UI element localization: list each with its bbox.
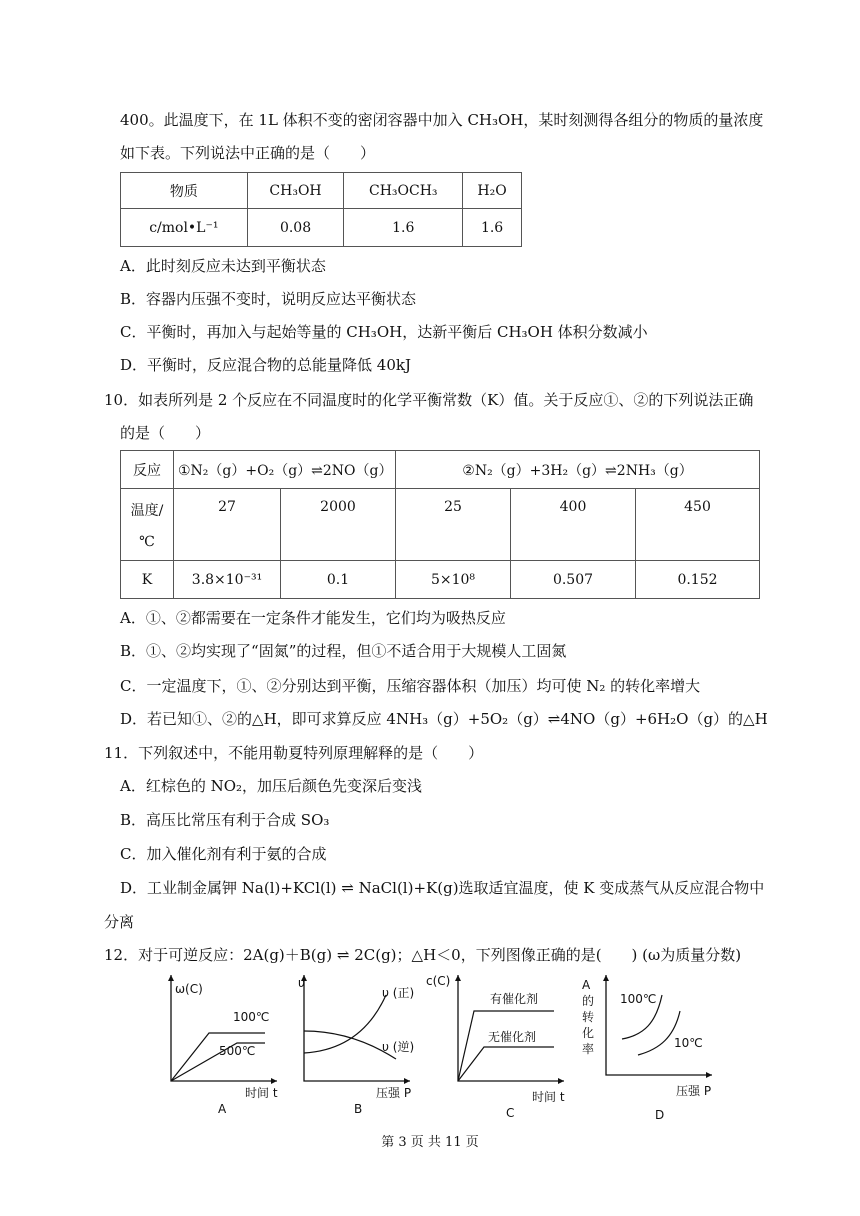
page-footer: 第 3 页 共 11 页	[381, 1135, 479, 1150]
graph-b	[298, 975, 418, 1099]
q9-option-b: B．容器内压强不变时，说明反应达平衡状态	[120, 290, 417, 308]
table-cell: 0.152	[636, 561, 760, 599]
q10-option-c: C．一定温度下，①、②分别达到平衡，压缩容器体积（加压）均可使 N₂ 的转化率增大	[120, 677, 701, 695]
graph-c-curve-label-1: 有催化剂	[490, 992, 539, 1006]
graph-a-xlabel: 时间 t	[245, 1086, 278, 1100]
q11-option-d-line-2: 分离	[104, 913, 135, 931]
q11-option-a: A．红棕色的 NO₂，加压后颜色先变深后变浅	[120, 777, 423, 795]
table-cell: 2000	[281, 489, 396, 561]
graph-c	[426, 974, 572, 1104]
graph-c-caption: C	[506, 1106, 515, 1120]
table-cell: 0.1	[281, 561, 396, 599]
graph-b-xlabel: 压强 P	[376, 1086, 412, 1100]
q9-option-c: C．平衡时，再加入与起始等量的 CH₃OH，达新平衡后 CH₃OH 体积分数减小	[120, 323, 648, 341]
graph-d-ylabel-5: 率	[582, 1042, 595, 1056]
table-cell: 450	[636, 489, 760, 561]
table-cell: c/mol•L⁻¹	[121, 209, 248, 247]
graph-a-curve-label-2: 500℃	[219, 1044, 256, 1058]
graph-d-ylabel-4: 化	[582, 1026, 595, 1040]
graph-d-xlabel: 压强 P	[676, 1084, 712, 1098]
temperature-label-line-1: 温度/	[130, 502, 164, 519]
q10-stem-line-2: 的是（ ）	[120, 424, 211, 442]
graph-d-ylabel-3: 转	[582, 1010, 595, 1024]
q11-option-d-line-1: D．工业制金属钾 Na(l)+KCl(l) ⇌ NaCl(l)+K(g)选取适宜温度，使 K 变成蒸气从反应混合物中	[120, 879, 765, 897]
graph-d-ylabel-2: 的	[582, 994, 595, 1008]
table-cell: 1.6	[344, 209, 463, 247]
q9-option-a: A．此时刻反应未达到平衡状态	[120, 257, 326, 275]
graph-b-caption: B	[354, 1102, 363, 1116]
table-cell: 25	[396, 489, 511, 561]
table-header-cell: H₂O	[463, 173, 522, 209]
graph-c-xlabel: 时间 t	[532, 1090, 565, 1104]
table-header-cell: 反应	[121, 451, 174, 489]
graph-b-curve-label-2: υ (逆)	[382, 1040, 415, 1054]
graph-b-ylabel: υ	[298, 976, 305, 990]
q11-option-c: C．加入催化剂有利于氨的合成	[120, 845, 327, 863]
q10-stem-line-1: 10．如表所列是 2 个反应在不同温度时的化学平衡常数（K）值。关于反应①、②的下列说法正确	[104, 391, 754, 409]
q10-option-a: A．①、②都需要在一定条件才能发生，它们均为吸热反应	[120, 609, 506, 627]
q11-option-b: B．高压比常压有利于合成 SO₃	[120, 811, 330, 829]
graph-b-curve-label-1: υ (正)	[382, 986, 415, 1000]
graph-d-caption: D	[655, 1108, 665, 1122]
concentration-table	[120, 172, 522, 247]
q10-option-b: B．①、②均实现了“固氮”的过程，但①不适合用于大规模人工固氮	[120, 642, 567, 660]
graph-c-ylabel: c(C)	[426, 974, 451, 988]
graph-a-caption: A	[218, 1102, 227, 1116]
table-cell: 27	[174, 489, 281, 561]
equilibrium-constant-table	[120, 450, 760, 599]
graph-d-curve-label-2: 10℃	[674, 1036, 703, 1050]
graph-a	[165, 975, 285, 1099]
graph-d	[582, 975, 720, 1099]
temperature-label-line-2: ℃	[139, 533, 155, 550]
table-cell: 400	[511, 489, 636, 561]
reaction-2-header: ②N₂（g）+3H₂（g）⇌2NH₃（g）	[396, 451, 760, 489]
table-header-cell: 物质	[121, 173, 248, 209]
intro-line-2: 如下表。下列说法中正确的是（ ）	[120, 144, 376, 162]
temperature-label	[121, 489, 174, 561]
q11-stem: 11．下列叙述中，不能用勒夏特列原理解释的是（ ）	[104, 744, 484, 762]
reaction-1-header: ①N₂（g）+O₂（g）⇌2NO（g）	[174, 451, 396, 489]
table-header-cell: CH₃OCH₃	[344, 173, 463, 209]
graph-c-curve-label-2: 无催化剂	[488, 1030, 537, 1044]
table-cell: 0.507	[511, 561, 636, 599]
table-cell: 5×10⁸	[396, 561, 511, 599]
q9-option-d: D．平衡时，反应混合物的总能量降低 40kJ	[120, 356, 411, 374]
q10-option-d: D．若已知①、②的△H，即可求算反应 4NH₃（g）+5O₂（g）⇌4NO（g）+6H₂O（g）的△H	[120, 710, 768, 728]
graph-d-curve-label-1: 100℃	[620, 992, 657, 1006]
table-cell: 3.8×10⁻³¹	[174, 561, 281, 599]
table-header-cell: CH₃OH	[247, 173, 344, 209]
k-label: K	[121, 561, 174, 599]
graph-a-curve-label-1: 100℃	[233, 1010, 270, 1024]
graph-d-ylabel-1: A	[582, 978, 591, 992]
table-cell: 1.6	[463, 209, 522, 247]
q12-stem: 12．对于可逆反应：2A(g)＋B(g) ⇌ 2C(g)；△H＜0，下列图像正确的是( ) (ω为质量分数)	[104, 946, 742, 964]
graph-a-ylabel: ω(C)	[175, 982, 203, 996]
intro-line-1: 400。此温度下，在 1L 体积不变的密闭容器中加入 CH₃OH，某时刻测得各组分的物质的量浓度	[120, 111, 764, 129]
table-cell: 0.08	[247, 209, 344, 247]
